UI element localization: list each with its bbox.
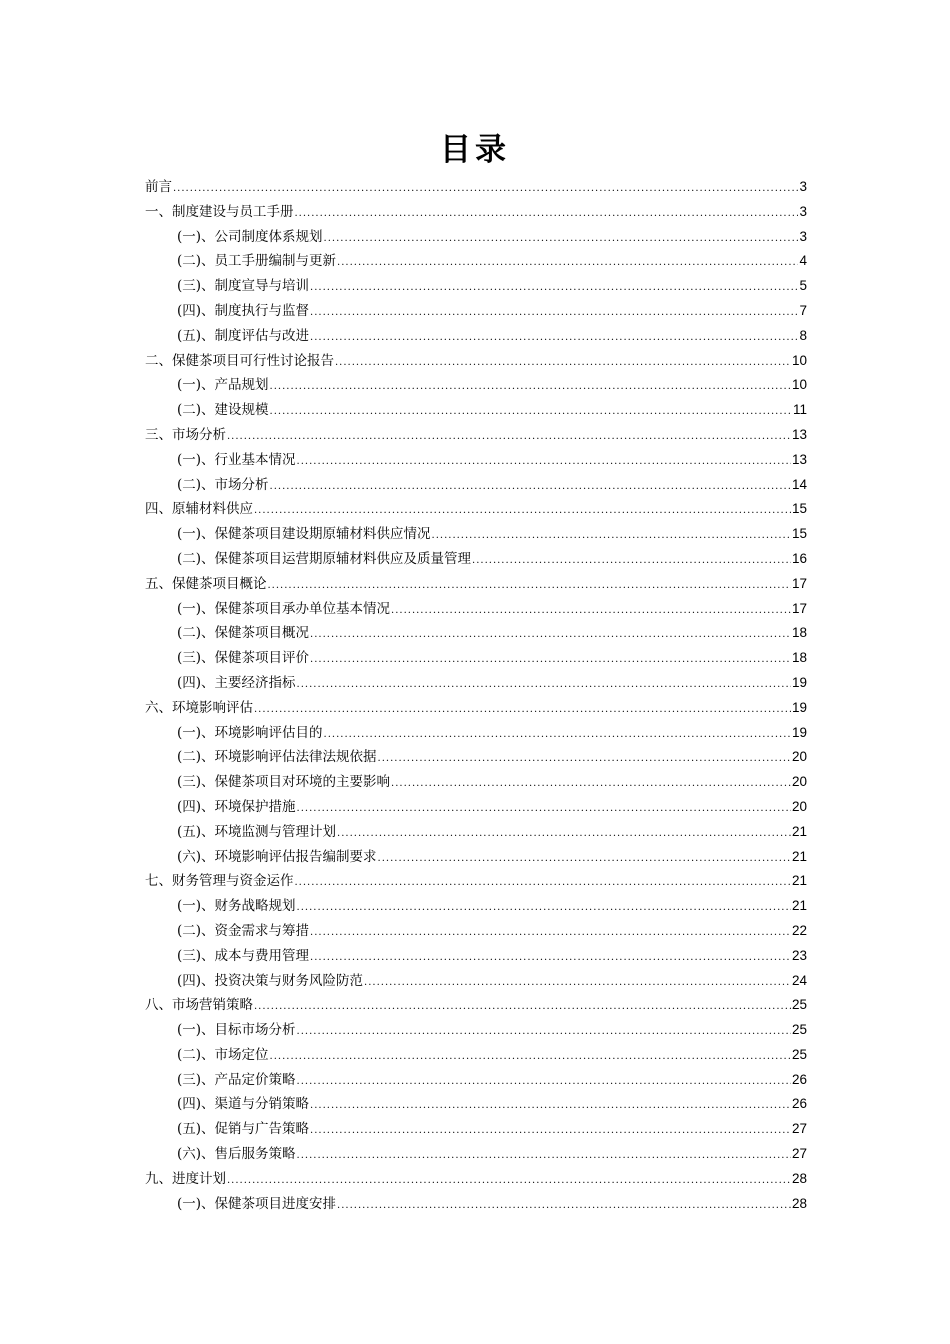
toc-entry[interactable] <box>145 894 807 919</box>
toc-entry-title: (五)、促销与广告策略 <box>177 1121 310 1138</box>
toc-entry[interactable] <box>145 721 807 746</box>
toc-dot-leader <box>297 1144 791 1169</box>
toc-page-number: 27 <box>791 1146 807 1162</box>
toc-entry[interactable] <box>145 497 807 522</box>
toc-dot-leader <box>270 475 791 500</box>
toc-dot-leader <box>268 574 791 599</box>
toc-entry-title: (三)、成本与费用管理 <box>177 947 310 964</box>
toc-page-number: 14 <box>791 476 807 492</box>
toc-entry-title: (一)、目标市场分析 <box>177 1022 296 1039</box>
toc-page-number: 21 <box>791 898 807 914</box>
toc-entry[interactable] <box>145 249 807 274</box>
toc-entry[interactable] <box>145 919 807 944</box>
toc-page-number: 10 <box>791 377 807 393</box>
toc-page-number: 19 <box>791 699 807 715</box>
toc-page-number: 25 <box>791 997 807 1013</box>
toc-dot-leader <box>378 747 791 772</box>
toc-page-number: 10 <box>791 352 807 368</box>
toc-entry[interactable] <box>145 547 807 572</box>
toc-entry-title: 二、保健茶项目可行性讨论报告 <box>145 352 334 369</box>
toc-entry[interactable] <box>145 1192 807 1217</box>
toc-dot-leader <box>270 375 791 400</box>
toc-page-number: 8 <box>799 327 807 343</box>
toc-dot-leader <box>297 1070 791 1095</box>
toc-entry[interactable] <box>145 175 807 200</box>
toc-entry[interactable] <box>145 572 807 597</box>
toc-entry[interactable] <box>145 522 807 547</box>
toc-entry-title: (二)、环境影响评估法律法规依据 <box>177 749 377 766</box>
toc-entry-title: (一)、保健茶项目承办单位基本情况 <box>177 600 391 617</box>
toc-dot-leader <box>297 797 791 822</box>
toc-page-number: 25 <box>791 1022 807 1038</box>
toc-entry[interactable] <box>145 671 807 696</box>
toc-page-number: 20 <box>791 798 807 814</box>
toc-page-number: 24 <box>791 972 807 988</box>
toc-entry-title: 六、环境影响评估 <box>145 699 253 716</box>
toc-page-number: 21 <box>791 848 807 864</box>
toc-entry-title: (四)、制度执行与监督 <box>177 302 310 319</box>
toc-dot-leader <box>310 648 791 673</box>
toc-dot-leader <box>297 1020 791 1045</box>
toc-entry[interactable] <box>145 398 807 423</box>
toc-page-number: 28 <box>791 1170 807 1186</box>
toc-entry-title: (二)、员工手册编制与更新 <box>177 253 337 270</box>
toc-page-number: 19 <box>791 674 807 690</box>
toc-entry-title: (一)、保健茶项目进度安排 <box>177 1195 337 1212</box>
toc-page-number: 20 <box>791 774 807 790</box>
toc-entry-title: 七、财务管理与资金运作 <box>145 873 294 890</box>
toc-page-number: 3 <box>799 179 807 194</box>
toc-entry-title: 四、原辅材料供应 <box>145 501 253 518</box>
toc-entry-title: 三、市场分析 <box>145 426 226 443</box>
toc-entry[interactable] <box>145 349 807 374</box>
table-of-contents <box>145 175 807 1216</box>
toc-entry-title: (六)、环境影响评估报告编制要求 <box>177 848 377 865</box>
toc-entry[interactable] <box>145 745 807 770</box>
toc-dot-leader <box>297 450 791 475</box>
toc-page-number: 17 <box>791 600 807 616</box>
toc-entry-title: (四)、环境保护措施 <box>177 798 296 815</box>
toc-entry-title: (六)、售后服务策略 <box>177 1146 296 1163</box>
toc-page-number: 17 <box>791 575 807 591</box>
toc-dot-leader <box>173 177 798 202</box>
toc-dot-leader <box>310 276 798 301</box>
toc-dot-leader <box>324 723 791 748</box>
toc-page-number: 26 <box>791 1071 807 1087</box>
toc-page-number: 28 <box>791 1195 807 1211</box>
toc-entry-title: (五)、制度评估与改进 <box>177 327 310 344</box>
toc-page-number: 22 <box>791 922 807 938</box>
page-title: 目录 <box>440 132 510 168</box>
toc-entry-title: (一)、产品规划 <box>177 377 269 394</box>
toc-page-number: 21 <box>791 823 807 839</box>
toc-dot-leader <box>297 896 791 921</box>
toc-entry[interactable] <box>145 646 807 671</box>
toc-dot-leader <box>310 301 798 326</box>
toc-entry-title: (四)、主要经济指标 <box>177 674 296 691</box>
toc-dot-leader <box>432 524 791 549</box>
toc-entry[interactable] <box>145 944 807 969</box>
toc-entry[interactable] <box>145 1043 807 1068</box>
toc-entry-title: (二)、资金需求与筹措 <box>177 922 310 939</box>
toc-page-number: 16 <box>791 550 807 566</box>
toc-entry[interactable] <box>145 795 807 820</box>
toc-dot-leader <box>337 251 798 276</box>
toc-entry-title: (一)、保健茶项目建设期原辅材料供应情况 <box>177 526 431 543</box>
toc-dot-leader <box>227 425 791 450</box>
toc-dot-leader <box>391 599 791 624</box>
toc-dot-leader <box>254 995 791 1020</box>
toc-entry-title: (三)、保健茶项目对环境的主要影响 <box>177 774 391 791</box>
toc-dot-leader <box>364 971 791 996</box>
toc-entry-title: (一)、财务战略规划 <box>177 898 296 915</box>
toc-page-number: 25 <box>791 1046 807 1062</box>
toc-dot-leader <box>310 946 791 971</box>
toc-dot-leader <box>227 1169 791 1194</box>
toc-dot-leader <box>391 772 791 797</box>
toc-dot-leader <box>295 202 799 227</box>
toc-entry-title: (五)、环境监测与管理计划 <box>177 823 337 840</box>
toc-page-number: 20 <box>791 749 807 765</box>
toc-entry[interactable] <box>145 200 807 225</box>
toc-page-number: 27 <box>791 1121 807 1137</box>
toc-entry[interactable] <box>145 324 807 349</box>
toc-entry[interactable] <box>145 1167 807 1192</box>
toc-dot-leader <box>335 351 791 376</box>
toc-entry[interactable] <box>145 299 807 324</box>
toc-dot-leader <box>310 921 791 946</box>
toc-entry[interactable] <box>145 969 807 994</box>
toc-entry-title: (三)、制度宣导与培训 <box>177 278 310 295</box>
toc-dot-leader <box>337 822 791 847</box>
toc-entry-title: (四)、投资决策与财务风险防范 <box>177 972 364 989</box>
toc-entry[interactable] <box>145 1092 807 1117</box>
toc-page-number: 15 <box>791 526 807 542</box>
toc-dot-leader <box>254 698 791 723</box>
toc-page-number: 18 <box>791 625 807 641</box>
toc-page-number: 7 <box>799 302 807 318</box>
toc-entry[interactable] <box>145 621 807 646</box>
toc-page-number: 21 <box>791 873 807 889</box>
toc-entry-title: 九、进度计划 <box>145 1170 226 1187</box>
toc-entry[interactable] <box>145 274 807 299</box>
toc-entry-title: (四)、渠道与分销策略 <box>177 1096 310 1113</box>
toc-entry-title: (三)、保健茶项目评价 <box>177 650 310 667</box>
toc-page-number: 15 <box>791 501 807 517</box>
toc-dot-leader <box>472 549 791 574</box>
toc-entry[interactable] <box>145 820 807 845</box>
toc-dot-leader <box>297 673 791 698</box>
toc-entry-title: 一、制度建设与员工手册 <box>145 203 294 220</box>
toc-page-number: 13 <box>791 451 807 467</box>
toc-dot-leader <box>295 871 791 896</box>
toc-page-number: 3 <box>799 203 807 219</box>
toc-entry[interactable] <box>145 473 807 498</box>
toc-entry-title: (一)、环境影响评估目的 <box>177 724 323 741</box>
toc-entry[interactable] <box>145 770 807 795</box>
toc-page-number: 13 <box>791 426 807 442</box>
toc-entry-title: (二)、市场分析 <box>177 476 269 493</box>
toc-page-number: 4 <box>799 253 807 269</box>
toc-dot-leader <box>310 1094 791 1119</box>
toc-entry-title: 五、保健茶项目概论 <box>145 575 267 592</box>
toc-dot-leader <box>337 1194 791 1219</box>
toc-page-number: 3 <box>799 228 807 244</box>
toc-entry[interactable] <box>145 597 807 622</box>
toc-page-number: 19 <box>791 724 807 740</box>
toc-dot-leader <box>310 623 791 648</box>
toc-entry[interactable] <box>145 1018 807 1043</box>
toc-entry[interactable] <box>145 448 807 473</box>
toc-entry-title: (一)、公司制度体系规划 <box>177 228 323 245</box>
toc-entry-title: (二)、市场定位 <box>177 1046 269 1063</box>
toc-dot-leader <box>310 326 798 351</box>
toc-dot-leader <box>310 1119 791 1144</box>
toc-dot-leader <box>254 499 791 524</box>
toc-entry-title: (二)、保健茶项目运营期原辅材料供应及质量管理 <box>177 550 472 567</box>
toc-entry[interactable] <box>145 993 807 1018</box>
toc-entry-title: (二)、保健茶项目概况 <box>177 625 310 642</box>
toc-entry[interactable] <box>145 423 807 448</box>
toc-dot-leader <box>270 1045 791 1070</box>
toc-page-number: 5 <box>799 278 807 294</box>
toc-entry[interactable] <box>145 696 807 721</box>
toc-dot-leader <box>324 227 799 252</box>
toc-page-number: 11 <box>792 402 807 418</box>
toc-page-number: 23 <box>791 947 807 963</box>
toc-entry[interactable] <box>145 1117 807 1142</box>
toc-entry-title: (二)、建设规模 <box>177 402 269 419</box>
toc-dot-leader <box>270 400 792 425</box>
toc-page-number: 26 <box>791 1096 807 1112</box>
toc-entry[interactable] <box>145 845 807 870</box>
toc-entry[interactable] <box>145 225 807 250</box>
toc-entry[interactable] <box>145 373 807 398</box>
toc-entry[interactable] <box>145 869 807 894</box>
toc-entry[interactable] <box>145 1068 807 1093</box>
toc-page-number: 18 <box>791 650 807 666</box>
toc-entry-title: (三)、产品定价策略 <box>177 1071 296 1088</box>
toc-dot-leader <box>378 847 791 872</box>
toc-entry-title: (一)、行业基本情况 <box>177 451 296 468</box>
toc-entry[interactable] <box>145 1142 807 1167</box>
toc-entry-title: 前言 <box>145 179 172 195</box>
toc-entry-title: 八、市场营销策略 <box>145 997 253 1014</box>
